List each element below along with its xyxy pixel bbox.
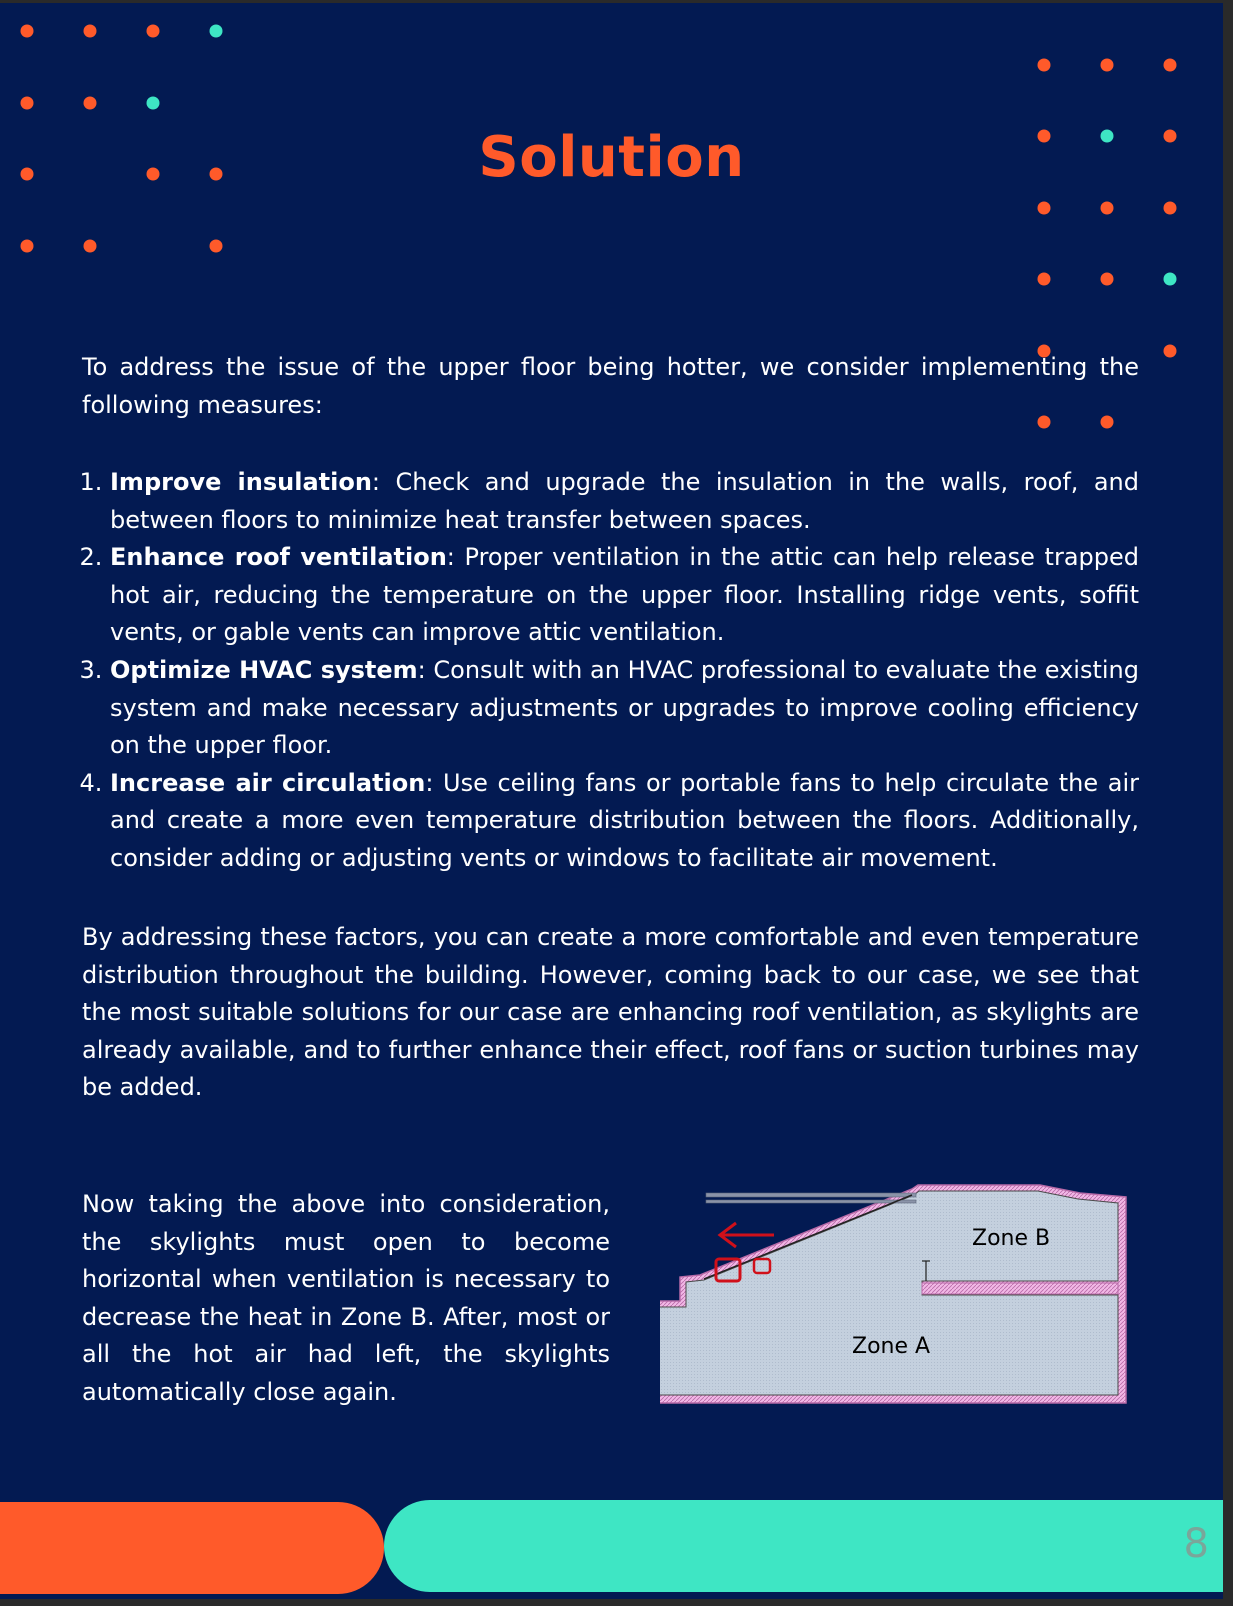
list-item [110,765,1139,878]
measure-text: : Check and upgrade the insulation in the walls, roof, and between floors to minimize heat transfer between spaces. [110,468,1139,534]
document-page [0,3,1223,1599]
measure-text: : Proper ventilation in the attic can help release trapped hot air, reducing the temperature on the upper floor. Installing ridge vents, soffit vents, or gable vents can improve attic ventilation. [110,543,1140,647]
page-title: Solution [478,125,745,190]
footer-teal-bar [384,1500,1223,1592]
page-number: 8 [1183,1521,1209,1567]
airflow-arrow-icon [720,1223,774,1247]
list-item [110,652,1139,765]
building-section-diagram [660,1181,1132,1411]
measure-heading: Increase air circulation [110,768,426,797]
measure-text: : Consult with an HVAC professional to evaluate the existing system and make necessary adjustments or upgrades to improve cooling efficiency on the upper floor. [110,655,1139,760]
list-item [110,539,1139,652]
measures-list [82,464,1139,878]
intro-paragraph: To address the issue of the upper floor being hotter, we consider implementing the following measures: [82,353,1139,419]
conclusion-paragraph: By addressing these factors, you can create a more comfortable and even temperature distribution throughout the building. However, coming back to our case, we see that the most suitable solutions for our case are enhancing roof ventilation, as skylights are already available, and to further enhance their effect, roof fans or suction turbines may be added. [82,923,1139,1102]
measure-heading: Optimize HVAC system [110,655,418,684]
zone-a-label: Zone A [852,1334,931,1359]
measure-text: : Use ceiling fans or portable fans to help circulate the air and create a more even temperature distribution between the floors. Additionally, consider adding or adjusting vents or windows to facilitate air movement. [110,768,1139,872]
footer-orange-bar [0,1502,384,1594]
zone-b-label: Zone B [972,1226,1051,1251]
skylight-paragraph: Now taking the above into consideration, the skylights must open to become horizontal when ventilation is necessary to decrease the heat in Zone B. After, most or all the hot air had left, the skylights automatically close again. [82,1190,610,1406]
measure-heading: Enhance roof ventilation [110,543,447,572]
intermediate-floor-slab [922,1283,1118,1294]
measure-heading: Improve insulation [110,468,372,496]
building-outline [660,1185,1126,1403]
list-item [110,464,1139,539]
